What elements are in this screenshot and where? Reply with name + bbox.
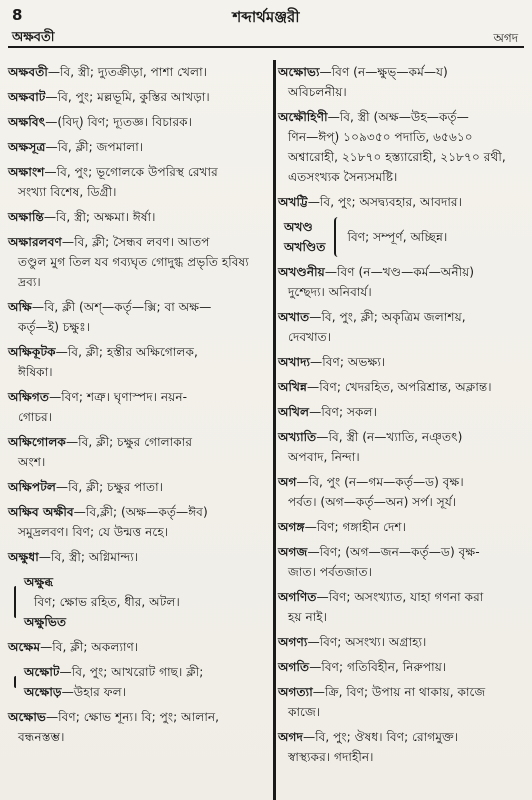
headword: অক্ষুধা bbox=[8, 550, 39, 564]
headword: অখাদ্য bbox=[278, 355, 311, 369]
definition: —বিণ; খেদরহিত, অপরিশ্রান্ত, অক্লান্ত। bbox=[307, 380, 492, 394]
definition: —বিণ (ন—খণ্ড—কর্ম—অনীয়) bbox=[324, 265, 475, 279]
headword: অখ্যাতি bbox=[278, 430, 317, 444]
page-header bbox=[8, 6, 524, 28]
headword: অক্ষাংশ bbox=[8, 165, 45, 179]
definition-continuation: জাত। পর্বতজাত। bbox=[288, 565, 372, 579]
headword: অগ bbox=[278, 475, 297, 489]
headword: অক্ষেম bbox=[8, 640, 41, 654]
headword: অগণিত bbox=[278, 590, 317, 604]
left-column bbox=[8, 62, 270, 800]
dictionary-entry bbox=[8, 387, 270, 427]
dictionary-entry bbox=[278, 427, 524, 467]
headword: অখিল bbox=[278, 405, 310, 419]
definition: —বিণ; ক্ষোভ শূন্য। বি; পুং; আলান, bbox=[45, 710, 220, 724]
definition-continuation: কর্তৃ—ই) চক্ষুঃ। bbox=[18, 320, 91, 334]
definition-continuation: অংশ। bbox=[18, 455, 46, 469]
column-divider bbox=[273, 60, 276, 800]
headword: অগদ bbox=[278, 730, 303, 744]
headword: অক্ষবতী bbox=[8, 65, 48, 79]
definition: —বি, স্ত্রী (অক্ষ—উহ—কর্তৃ— bbox=[327, 110, 469, 124]
dictionary-entry bbox=[8, 547, 270, 567]
headword: অক্ষসূত্র bbox=[8, 140, 46, 154]
brace-entry-akshota bbox=[8, 662, 270, 702]
definition-continuation: অবিচলনীয়। bbox=[288, 85, 347, 99]
dictionary-entry bbox=[8, 637, 270, 657]
right-column bbox=[278, 62, 524, 800]
headword: অক্ষিগত bbox=[8, 390, 50, 404]
definition: —বিণ (ন—ক্ষুভ্—কর্ম—য) bbox=[319, 65, 448, 79]
headword: অক্ষুভিত bbox=[24, 615, 67, 629]
dictionary-entry bbox=[278, 727, 524, 767]
dictionary-entry bbox=[8, 502, 270, 542]
definition: —বি, স্ত্রী; অক্ষমা। ঈর্ষা। bbox=[43, 210, 156, 224]
headword: অক্ষিপটল bbox=[8, 480, 56, 494]
brace-entry-akhanda bbox=[278, 217, 524, 257]
headword: অগণ্য bbox=[278, 635, 308, 649]
definition-continuation: ঈষিকা। bbox=[18, 365, 53, 379]
dictionary-entry bbox=[8, 432, 270, 472]
definition: —বিণ; অসংখ্য। অগ্রাহ্য। bbox=[307, 635, 427, 649]
definition-continuation: ণিন—ঈপ্) ১০৯৩৫০ পদাতি, ৬৫৬১০ অশ্বারোহী, ২১৮৭০ হস্ত্যারোহী, ২১৮৭০ রথী, এতসংখ্যক সৈন্যসমষ্টি। bbox=[288, 130, 506, 184]
dictionary-entry bbox=[278, 632, 524, 652]
dictionary-entry bbox=[8, 342, 270, 382]
definition: —বি, পুং; মল্লভূমি, কুস্তির আখড়া। bbox=[45, 90, 210, 104]
definition: —বি, পুং; ঔষধ। বিণ; রোগমুক্ত। bbox=[302, 730, 459, 744]
definition: —বি, স্ত্রী; অগ্নিমান্দ্য। bbox=[38, 550, 139, 564]
headword: অক্ষিব অক্ষীব bbox=[8, 505, 74, 519]
dictionary-entry bbox=[8, 87, 270, 107]
definition-continuation: দুশ্ছেদ্য। অনিবার্য। bbox=[288, 285, 372, 299]
guide-words-row bbox=[8, 28, 524, 48]
dictionary-entry bbox=[278, 352, 524, 372]
headword: অক্ষারলবণ bbox=[8, 235, 62, 249]
definition: —বি, ক্লী; চক্ষুর গোলাকার bbox=[65, 435, 193, 449]
definition: বিণ; ক্ষোভ রহিত, ধীর, অটল। bbox=[34, 595, 180, 609]
headword: অখাত bbox=[278, 310, 310, 324]
definition: —(বিদ্) বিণ; দ্যূতজ্ঞ। বিচারক। bbox=[45, 115, 193, 129]
headword: অক্ষোভ bbox=[8, 710, 46, 724]
headword: অক্ষৌহিণী bbox=[278, 110, 328, 124]
definition: —বি, পুং; ভূগোলকে উপরিস্থ রেখার bbox=[44, 165, 218, 179]
definition-continuation: কাজে। bbox=[288, 705, 321, 719]
headword: অক্ষবাট bbox=[8, 90, 46, 104]
headword: অক্ষবিৎ bbox=[8, 115, 46, 129]
definition: —বি, ক্লী (অশ্—কর্তৃ—ক্সি; বা অক্ষ— bbox=[31, 300, 212, 314]
headword: অক্ষিগোলক bbox=[8, 435, 66, 449]
definition-continuation: তণ্ডুল মুগ তিল যব গব্যঘৃত গোদুগ্ধ প্রভৃতি হবিষ্য দ্রব্য। bbox=[18, 255, 249, 289]
definition-continuation: অপবাদ, নিন্দা। bbox=[288, 450, 360, 464]
dictionary-entry bbox=[278, 262, 524, 302]
headword: অক্ষোট bbox=[24, 665, 60, 679]
definition: —বি, পুং, ক্লী; অকৃত্রিম জলাশয়, bbox=[309, 310, 466, 324]
definition: —বি, স্ত্রী (ন—খ্যাতি, নঞ্তৎ) bbox=[316, 430, 463, 444]
headword: অক্ষোড় bbox=[24, 685, 62, 699]
headword: অক্ষোভ্য bbox=[278, 65, 320, 79]
definition: —বি, ক্লী; জপমালা। bbox=[45, 140, 144, 154]
dictionary-entry bbox=[8, 207, 270, 227]
headword: অক্ষান্তি bbox=[8, 210, 44, 224]
definition: —বি, ক্লী; অকল্যাণ। bbox=[40, 640, 139, 654]
definition-continuation: পর্বত। (অগ—কর্তৃ—অন) সর্প। সূর্য। bbox=[288, 495, 457, 509]
dictionary-entry bbox=[278, 307, 524, 347]
dictionary-entry bbox=[8, 477, 270, 497]
definition: —বিণ; অসংখ্যাত, যাহা গণনা করা bbox=[316, 590, 484, 604]
headword: অগতি bbox=[278, 660, 310, 674]
dictionary-entry bbox=[278, 377, 524, 397]
headword: অগত্যা bbox=[278, 685, 313, 699]
definition: —বি, পুং (ন—গম—কর্তৃ—ড) বৃক্ষ। bbox=[296, 475, 464, 489]
dictionary-entry bbox=[278, 472, 524, 512]
dictionary-entry bbox=[8, 297, 270, 337]
dictionary-entry bbox=[8, 162, 270, 202]
headword: অখণ্ড bbox=[284, 220, 313, 234]
headword: অক্ষুব্ধ bbox=[24, 575, 54, 589]
headword: অখণ্ডনীয় bbox=[278, 265, 325, 279]
headword: অগজ bbox=[278, 545, 308, 559]
dictionary-entry bbox=[8, 232, 270, 292]
dictionary-entry bbox=[278, 657, 524, 677]
definition: —বি,ক্লী; (অক্ষ—কর্তৃ—ঈব) bbox=[73, 505, 208, 519]
dictionary-entry bbox=[278, 587, 524, 627]
guide-word-left: অক্ষবতী bbox=[12, 30, 55, 45]
definition: —বিণ; গঙ্গাহীন দেশ। bbox=[304, 520, 407, 534]
definition-continuation: সমুদ্রলবণ। বিণ; যে উন্মত্ত নহে। bbox=[18, 525, 169, 539]
dictionary-entry bbox=[8, 112, 270, 132]
definition: —বি, ক্লী; হস্তীর অক্ষিগোলক, bbox=[55, 345, 198, 359]
definition-continuation: গোচর। bbox=[18, 410, 53, 424]
dictionary-entry bbox=[278, 402, 524, 422]
definition: —বি, পুং; অসদ্ব্যবহার, আবদার। bbox=[307, 195, 462, 209]
definition-continuation: স্বাস্থ্যকর। গদাহীন। bbox=[288, 750, 374, 764]
headword: অক্ষিকূটক bbox=[8, 345, 56, 359]
definition-continuation: দেবখাত। bbox=[288, 330, 332, 344]
definition: —উহার ফল। bbox=[61, 685, 127, 699]
dictionary-entry bbox=[8, 137, 270, 157]
dictionary-entry bbox=[8, 707, 270, 747]
running-title: শব্দার্থমঞ্জরী bbox=[232, 8, 300, 26]
definition: —বিণ; সকল। bbox=[309, 405, 377, 419]
guide-word-right: অগদ bbox=[493, 31, 518, 45]
dictionary-entry bbox=[278, 682, 524, 722]
entry-columns bbox=[8, 62, 524, 800]
definition-continuation: বন্ধনস্তম্ভ। bbox=[18, 730, 65, 744]
definition: —বি, ক্লী; চক্ষুর পাতা। bbox=[55, 480, 164, 494]
definition: —বিণ; গতিবিহীন, নিরুপায়। bbox=[309, 660, 447, 674]
dictionary-entry bbox=[278, 107, 524, 187]
dictionary-entry bbox=[278, 542, 524, 582]
headword: অখট্টি bbox=[278, 195, 308, 209]
definition: —ক্রি, বিণ; উপায় না থাকায়, কাজে bbox=[312, 685, 486, 699]
definition: —বি, স্ত্রী; দ্যুতক্রীড়া, পাশা খেলা। bbox=[47, 65, 207, 79]
definition: —বিণ; অভক্ষ্য। bbox=[310, 355, 386, 369]
dictionary-entry bbox=[8, 62, 270, 82]
brace-entry-akshubdha bbox=[8, 572, 270, 632]
definition-continuation: সংখ্যা বিশেষ, ডিগ্রী। bbox=[18, 185, 117, 199]
headword: অগঙ্গ bbox=[278, 520, 305, 534]
definition: —বিণ; শত্রু। ঘৃণাস্পদ। নয়ন- bbox=[49, 390, 187, 404]
definition: —বি, ক্লী; সৈন্ধব লবণ। আতপ bbox=[61, 235, 210, 249]
brace-mark bbox=[334, 217, 342, 257]
definition: —বিণ; (অগ—জন—কর্তৃ—ড) বৃক্ষ- bbox=[307, 545, 480, 559]
definition: —বি, পুং; আখরোট গাছ। ক্লী; bbox=[59, 665, 204, 679]
definition-continuation: হয় নাই। bbox=[288, 610, 327, 624]
definition: বিণ; সম্পূর্ণ, অচ্ছিন্ন। bbox=[347, 230, 448, 244]
headword: অখণ্ডিত bbox=[284, 240, 326, 254]
headword: অক্ষি bbox=[8, 300, 32, 314]
dictionary-entry bbox=[278, 192, 524, 212]
headword: অখিন্ন bbox=[278, 380, 308, 394]
dictionary-entry bbox=[278, 517, 524, 537]
page-number: 8 bbox=[12, 6, 23, 24]
dictionary-entry bbox=[278, 62, 524, 102]
